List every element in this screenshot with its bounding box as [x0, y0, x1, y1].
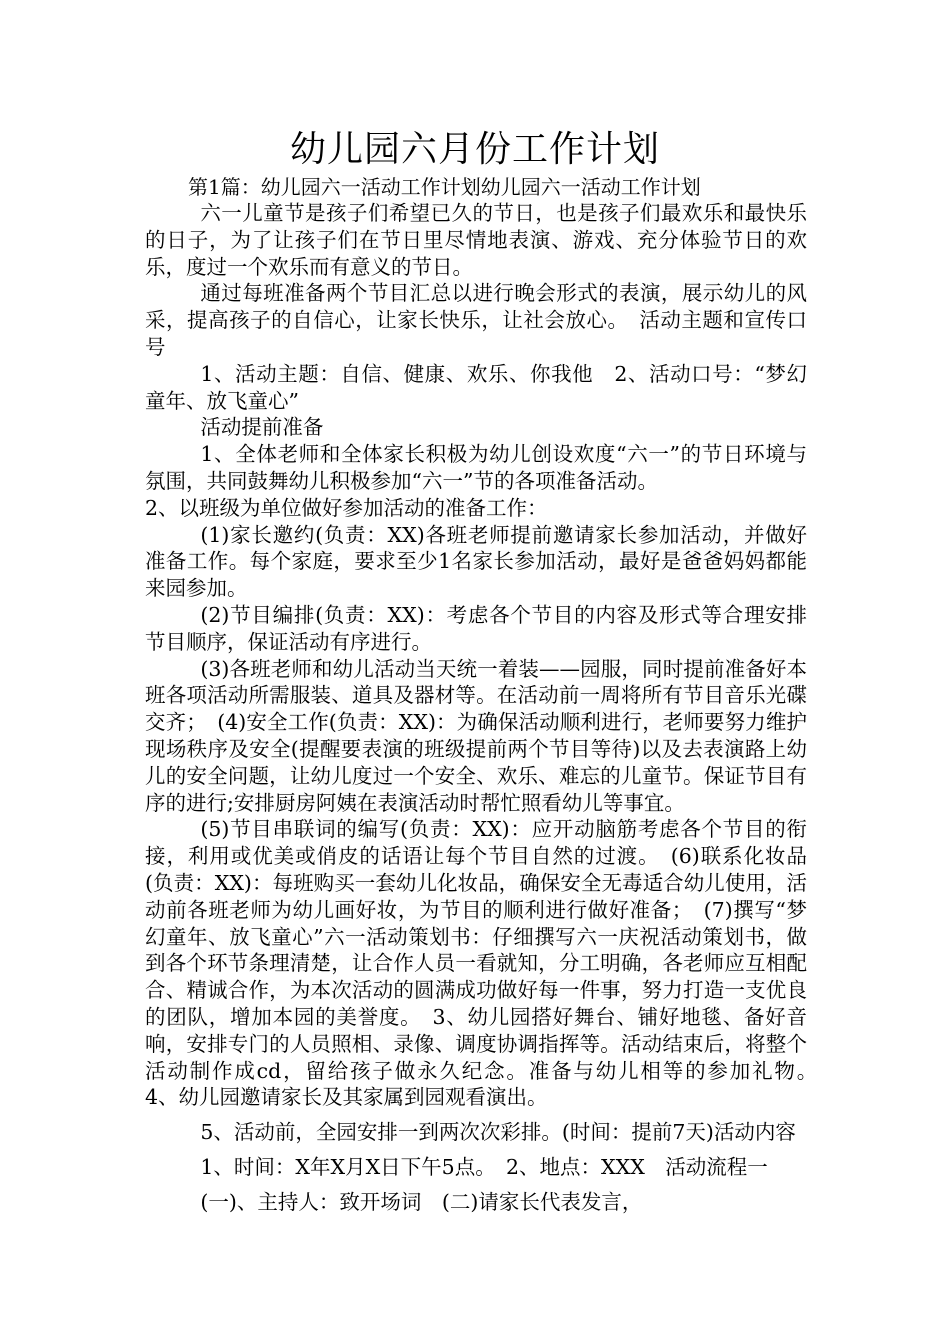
- paragraph-rehearsal: 5、活动前，全园安排一到两次次彩排。(时间：提前7天)活动内容: [200, 1120, 796, 1145]
- paragraph-item-1: (1)家长邀约(负责：XX)各班老师提前邀请家长参加活动，并做好准备工作。每个家庭，要求至少1名家长参加活动，最好是爸爸妈妈都能来园参加。: [145, 522, 807, 601]
- paragraph-flow: (一)、主持人：致开场词 (二)请家长代表发言，: [200, 1189, 643, 1214]
- paragraph-prep-2: 2、以班级为单位做好参加活动的准备工作：: [145, 495, 548, 520]
- document-body: [145, 200, 828, 1215]
- paragraph-time-place: 1、时间：X年X月X日下午5点。 2、地点：XXX 活动流程一: [200, 1154, 768, 1179]
- paragraph-prep-1: 1、全体老师和全体家长积极为幼儿创设欢度“六一”的节日环境与氛围，共同鼓舞幼儿积极参加“六一”节的各项准备活动。: [145, 442, 807, 493]
- paragraph-theme-slogan: 1、活动主题：自信、健康、欢乐、你我他 2、活动口号：“梦幻童年、放飞童心”: [145, 361, 807, 413]
- paragraph-intro: 六一儿童节是孩子们希望已久的节日，也是孩子们最欢乐和最快乐的日子，为了让孩子们在节日里尽情地表演、游戏、充分体验节日的欢乐，度过一个欢乐而有意义的节日。: [145, 201, 807, 279]
- paragraph-item-2: (2)节目编排(负责：XX)：考虑各个节目的内容及形式等合理安排节目顺序，保证活动有序进行。: [145, 602, 807, 654]
- page-title: 幼儿园六月份工作计划: [289, 129, 660, 170]
- paragraph-item-5-7: (5)节目串联词的编写(负责：XX)：应开动脑筋考虑各个节目的衔接，利用或优美或俏皮的话语让每个节目自然的过渡。 (6)联系化妆品(负责：XX)：每班购买一套幼儿化妆品，确保安全无毒适合幼儿使用，活动前各班老师为幼儿画好妆，为节目的顺利进行做好准备； (7)撰写“梦幻童年、放飞童心”六一活动策划书：仔细撰写六一庆祝活动策划书，做到各个环节条理清楚，让合作人员一看就知，分工明确，各老师应互相配合、精诚合作，为本次活动的圆满成功做好每一件事，努力打造一支优良的团队，增加本园的美誉度。 3、幼儿园搭好舞台、铺好地毯、备好音响，安排专门的人员照相、录像、调度协调指挥等。活动结束后，将整个活动制作成cd，留给孩子做永久纪念。准备与幼儿相等的参加礼物。 4、幼儿园邀请家长及其家属到园观看演出。: [145, 817, 828, 1110]
- paragraph-purpose: 通过每班准备两个节目汇总以进行晚会形式的表演，展示幼儿的风采，提高孩子的自信心，让家长快乐，让社会放心。 活动主题和宣传口号: [145, 281, 807, 359]
- section-heading-preparation: 活动提前准备: [200, 415, 324, 440]
- article-heading: 第1篇：幼儿园六一活动工作计划幼儿园六一活动工作计划: [188, 175, 701, 199]
- paragraph-item-3-4: (3)各班老师和幼儿活动当天统一着装——园服，同时提前准备好本班各项活动所需服装、道具及器材等。在活动前一周将所有节目音乐光碟交齐； (4)安全工作(负责：XX)：为确保活动顺利进行，老师要努力维护现场秩序及安全(提醒要表演的班级提前两个节目等待)以及去表演路上幼儿的安全问题，让幼儿度过一个安全、欢乐、难忘的儿童节。保证节目有序的进行;安排厨房阿姨在表演活动时帮忙照看幼儿等事宜。: [145, 656, 807, 815]
